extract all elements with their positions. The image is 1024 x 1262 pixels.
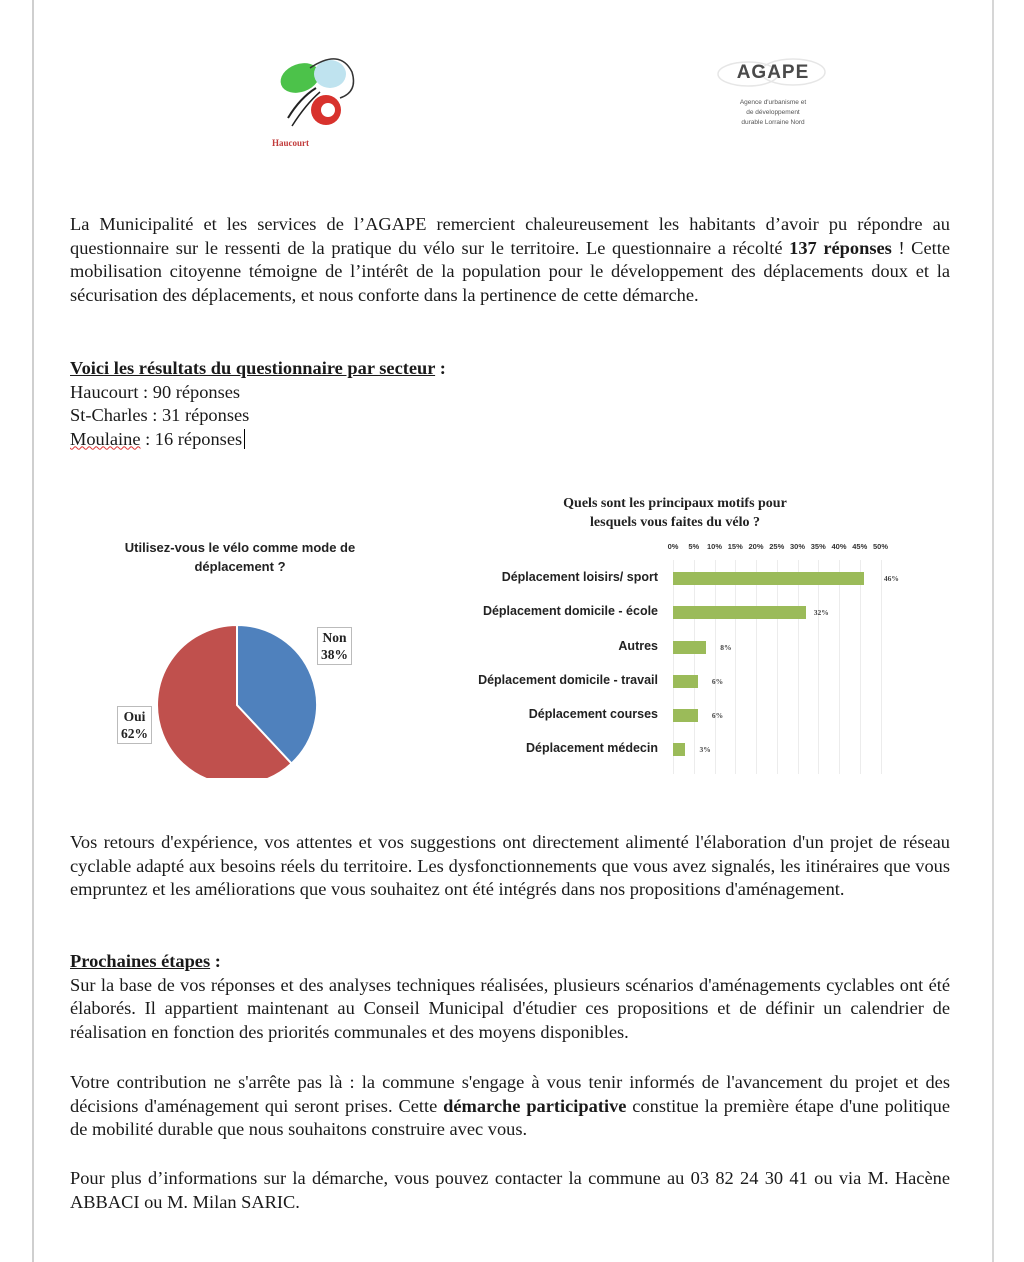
gridline — [839, 560, 840, 774]
pie-label-oui: Oui 62% — [117, 706, 152, 744]
feedback-paragraph: Vos retours d'expérience, vos attentes et vos suggestions ont directement alimenté l'élaboration d'un projet de réseau cyclable adapté aux besoins réels du territoire. Les dysfonctionnements que vous avez signalés, les itinéraires que vous empruntez et les améliorations que vous souhaitez ont été intégrés dans nos propositions d'aménagement. — [70, 832, 950, 899]
x-tick-label: 0% — [667, 542, 679, 551]
bar — [673, 641, 706, 654]
gridline — [756, 560, 757, 774]
agape-logo — [708, 52, 838, 144]
x-tick-label: 45% — [852, 542, 868, 551]
svg-text:Haucourt: Haucourt — [272, 138, 309, 148]
response-count: 137 réponses — [789, 237, 892, 258]
bar-category-label: Déplacement médecin — [526, 741, 658, 755]
agape-title: AGAPE — [736, 62, 810, 83]
gridline — [673, 560, 674, 774]
x-tick-label: 40% — [831, 542, 847, 551]
bar — [673, 675, 698, 688]
bar-category-label: Déplacement domicile - travail — [478, 673, 658, 687]
clover-logo-icon — [270, 48, 370, 152]
bar-value-label: 46% — [883, 574, 899, 583]
gridline — [715, 560, 716, 774]
x-tick-label: 10% — [706, 542, 723, 551]
x-tick-label: 35% — [810, 542, 826, 551]
bar-value-label: 6% — [711, 677, 724, 686]
bar-value-label: 3% — [699, 745, 711, 754]
gridline — [735, 560, 736, 774]
contribution-paragraph: Votre contribution ne s'arrête pas là : la commune s'engage à vous tenir informés de l'avancement du projet et des décisions d'aménagement qui seront prises. Cette démarche participative constitue la première étape d'une politique de mobilité durable que nous souhaitons construire avec vous. — [70, 1072, 950, 1139]
bar — [673, 606, 806, 619]
x-tick-label: 5% — [688, 542, 700, 551]
bar-chart-title: Quels sont les principaux motifs pour lesquels vous faites du vélo ? — [563, 496, 787, 530]
bar-value-label: 32% — [813, 608, 829, 617]
pie-chart — [100, 538, 380, 778]
pie-chart-title: Utilisez-vous le vélo comme mode de déplacement ? — [124, 540, 356, 574]
sector-row: Haucourt : 90 réponses — [70, 381, 241, 402]
bar-chart — [440, 494, 925, 779]
agape-subtitle: Agence d'urbanisme et de développement durable Lorraine Nord — [739, 99, 807, 126]
bar — [673, 572, 864, 585]
gridline — [694, 560, 695, 774]
gridline — [777, 560, 778, 774]
bar-value-label: 8% — [720, 643, 732, 652]
haucourt-logo — [270, 48, 370, 152]
next-steps-body: Sur la base de vos réponses et des analyses techniques réalisées, plusieurs scénarios d'aménagements cyclables ont été élaborés. Il appartient maintenant au Conseil Municipal d'étudier ces propositions et de définir un calendrier de réalisation en fonction des priorités communales et des moyens disponibles. — [70, 974, 950, 1042]
x-tick-label: 20% — [748, 542, 764, 551]
text-cursor — [244, 429, 245, 449]
pie-label-non: Non 38% — [317, 627, 352, 665]
gridline — [798, 560, 799, 774]
next-steps-heading: Prochaines étapes — [70, 951, 211, 971]
gridline — [860, 560, 861, 774]
sector-row: St-Charles : 31 réponses — [70, 405, 250, 425]
bar — [673, 743, 685, 756]
x-tick-label: 25% — [769, 542, 785, 551]
results-section: Voici les résultats du questionnaire par secteur : Haucourt : 90 réponses St-Charles : 31 réponses Moulaine : 16 réponses — [70, 357, 950, 451]
x-tick-label: 50% — [872, 542, 889, 551]
gridline — [881, 560, 882, 774]
bar-category-label: Autres — [618, 639, 658, 653]
bar-value-label: 6% — [711, 711, 724, 720]
sector-row: Moulaine : 16 réponses — [70, 428, 950, 452]
contact-paragraph: Pour plus d’informations sur la démarche, vous pouvez contacter la commune au 03 82 24 30 41 ou via M. Hacène ABBACI ou M. Milan SARIC. — [70, 1168, 950, 1212]
bar-category-label: Déplacement courses — [528, 707, 658, 721]
x-tick-label: 30% — [789, 542, 806, 551]
gridline — [818, 560, 819, 774]
next-steps-section: Prochaines étapes : Sur la base de vos réponses et des analyses techniques réalisées, plusieurs scénarios d'aménagements cyclables ont été élaborés. Il appartient maintenant au Conseil Municipal d'étudier ces propositions et de définir un calendrier de réalisation en fonction des priorités communales et des moyens disponibles. — [70, 950, 950, 1044]
pie-graphic — [100, 598, 380, 778]
spellcheck-word: Moulaine — [70, 428, 141, 449]
bar — [673, 709, 698, 722]
bar-category-label: Déplacement domicile - école — [482, 604, 658, 618]
intro-paragraph: La Municipalité et les services de l’AGAPE remercient chaleureusement les habitants d’avoir pu répondre au questionnaire sur le ressenti de la pratique du vélo sur le territoire. Le questionnaire a récolté 137 réponses ! Cette mobilisation citoyenne témoigne de l’intérêt de la population pour le développement des déplacements doux et la sécurisation des déplacements, et nous conforte dans la pertinence de cette démarche. — [70, 214, 950, 305]
bar-category-label: Déplacement loisirs/ sport — [501, 570, 658, 584]
x-tick-label: 15% — [727, 542, 743, 551]
results-heading: Voici les résultats du questionnaire par secteur — [70, 358, 436, 378]
